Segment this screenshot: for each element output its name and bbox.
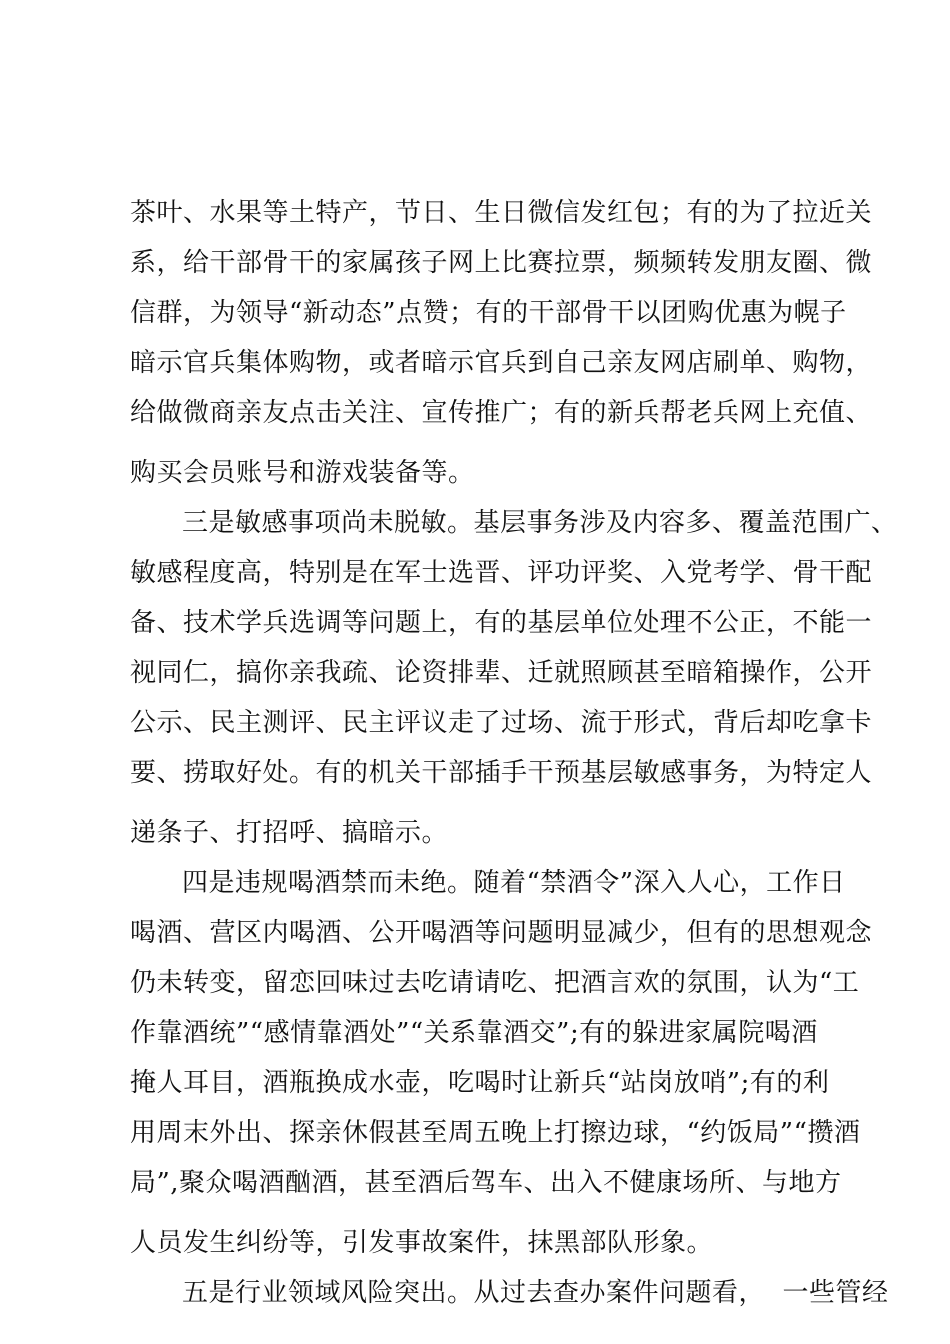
text-line: 敏感程度高，特别是在军士选晋、评功评奖、入党考学、骨干配 — [130, 558, 873, 588]
text-line: 作靠酒统”“感情靠酒处”“关系靠酒交”;有的躲进家属院喝酒 — [130, 1018, 818, 1048]
text-line: 给做微商亲友点击关注、宣传推广；有的新兵帮老兵网上充值、 — [130, 398, 873, 428]
text-line: 暗示官兵集体购物，或者暗示官兵到自己亲友网店刷单、购物， — [130, 348, 873, 378]
paragraph-heading-line: 四是违规喝酒禁而未绝。随着“禁酒令”深入人心，工作日 — [182, 868, 846, 898]
paragraph-gifts-continuation — [130, 188, 873, 498]
text-line: 喝酒、营区内喝酒、公开喝酒等问题明显减少，但有的思想观念 — [130, 918, 873, 948]
paragraph-heading-line: 五是行业领域风险突出。从过去查办案件问题看， 一些管经 — [182, 1278, 889, 1308]
paragraph-sensitive-matters — [130, 498, 898, 858]
text-line: 用周末外出、探亲休假甚至周五晚上打擦边球，“约饭局”“攒酒 — [130, 1118, 861, 1148]
text-line: 人员发生纠纷等，引发事故案件，抹黑部队形象。 — [130, 1228, 714, 1258]
text-line: 递条子、打招呼、搞暗示。 — [130, 818, 449, 848]
text-line: 系，给干部骨干的家属孩子网上比赛拉票，频频转发朋友圈、微 — [130, 248, 873, 278]
paragraph-drinking-violations — [130, 858, 873, 1268]
text-line: 信群，为领导“新动态”点赞；有的干部骨干以团购优惠为幌子 — [130, 298, 847, 328]
text-line: 茶叶、水果等土特产，节日、生日微信发红包；有的为了拉近关 — [130, 198, 873, 228]
text-line: 局”,聚众喝酒酗酒，甚至酒后驾车、出入不健康场所、与地方 — [130, 1168, 842, 1198]
text-line: 公示、民主测评、民主评议走了过场、流于形式，背后却吃拿卡 — [130, 708, 873, 738]
document-body — [130, 188, 898, 1318]
text-line: 购买会员账号和游戏装备等。 — [130, 458, 475, 488]
paragraph-industry-risks — [130, 1268, 889, 1318]
text-line: 备、技术学兵选调等问题上，有的基层单位处理不公正，不能一 — [130, 608, 873, 638]
text-line: 视同仁，搞你亲我疏、论资排辈、迁就照顾甚至暗箱操作，公开 — [130, 658, 873, 688]
paragraph-heading-line: 三是敏感事项尚未脱敏。基层事务涉及内容多、覆盖范围广、 — [182, 508, 898, 538]
text-line: 要、捞取好处。有的机关干部插手干预基层敏感事务，为特定人 — [130, 758, 873, 788]
text-line: 掩人耳目，酒瓶换成水壶，吃喝时让新兵“站岗放哨”;有的利 — [130, 1068, 830, 1098]
text-line: 仍未转变，留恋回味过去吃请请吃、把酒言欢的氛围，认为“工 — [130, 968, 860, 998]
